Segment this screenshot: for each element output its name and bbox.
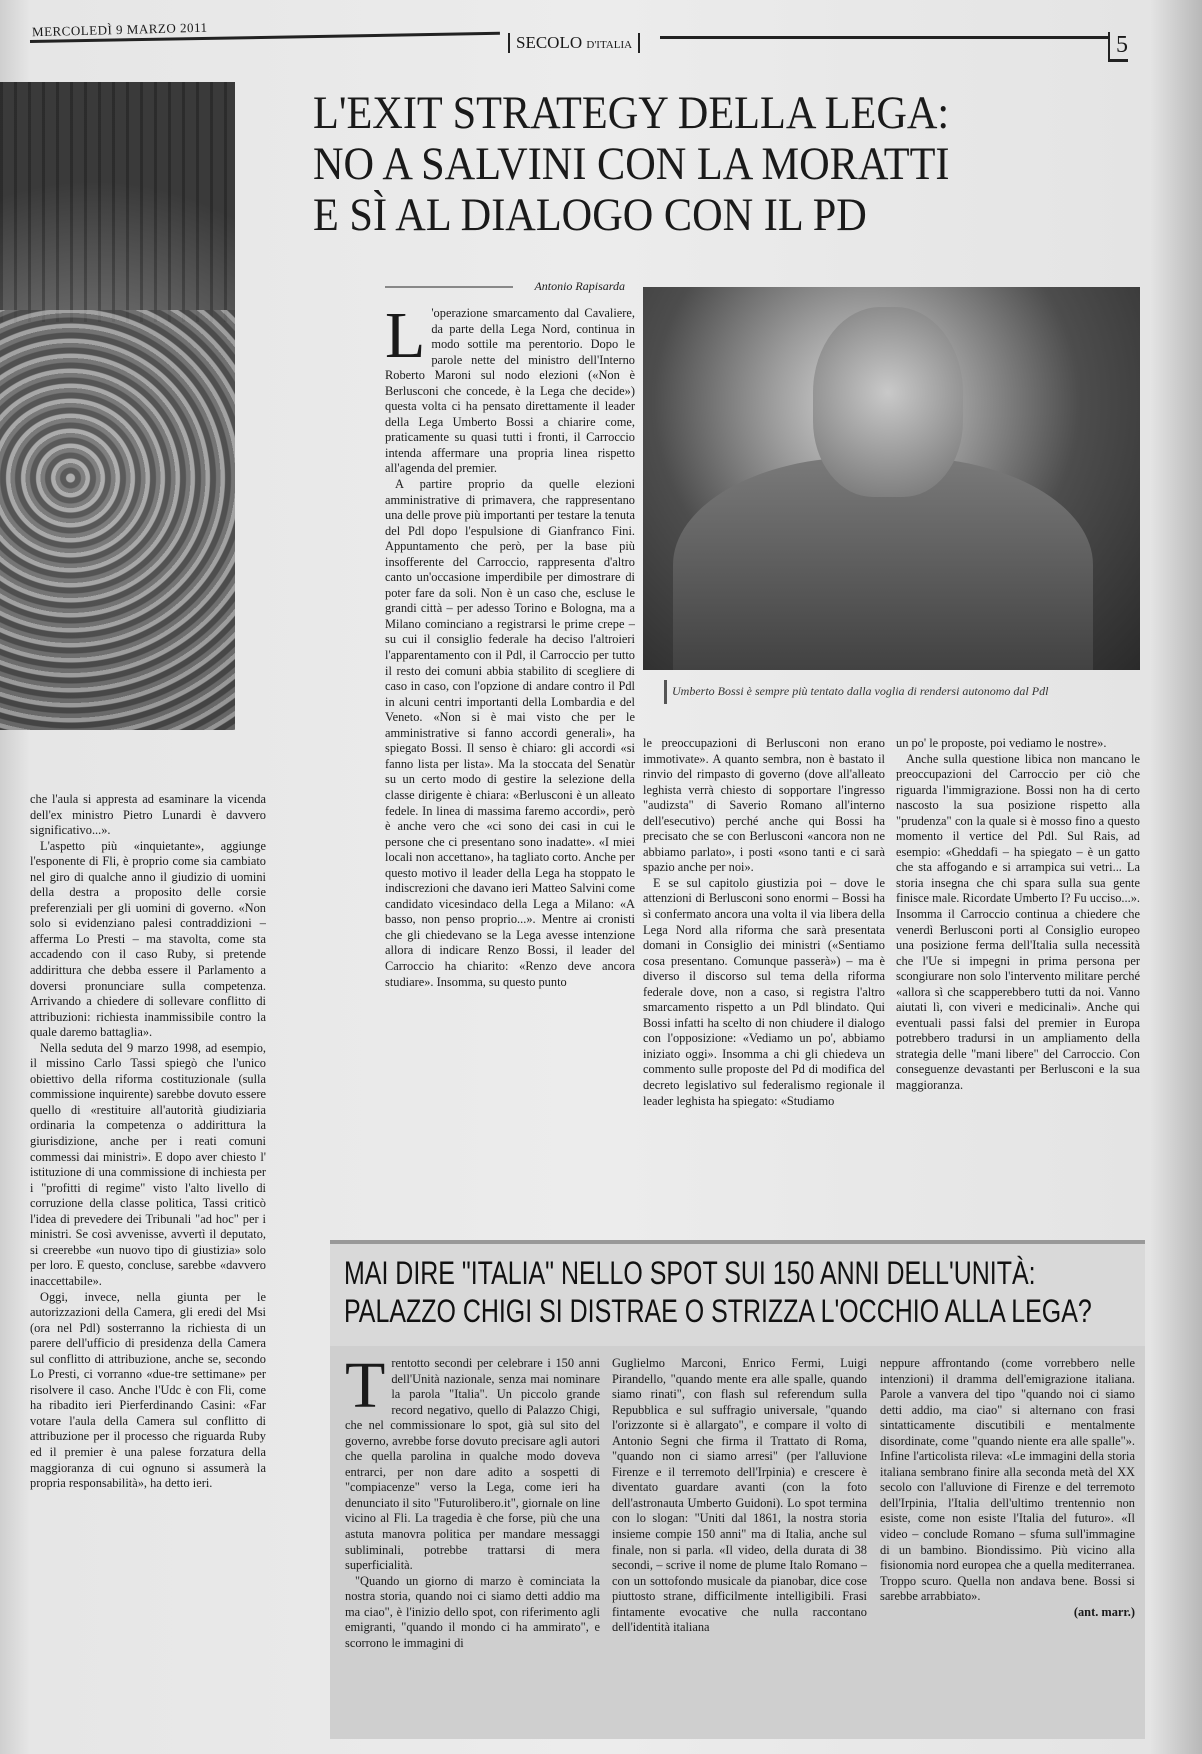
paragraph: E se sul capitolo giustizia poi – dove le attenzioni di Berlusconi sono enormi – Bossi ha sì confermato ancora una volta il via libera della Lega Nord alla riforma che sarà presentata domani in Consiglio dei ministri («Sentiamo cosa presentano. Comunque passerà») – ma è diverso il discorso sul tema della riforma federale dove, non a caso, si registra l'altro smarcamento rispetto a un Pdl blindato. Qui Bossi infatti ha scelto di non chiudere il dialogo con l'opposizione: «Vediamo un po', abbiamo iniziato oggi». Insomma a chi gli chiedeva un commento sulle proposte del Pd di modifica del decreto legislativo sul federalismo regionale il leader leghista ha spiegato: «Studiamo	[643, 875, 885, 1108]
paragraph: rentotto secondi per celebrare i 150 anni dell'Unità nazionale, senza mai nominare la parola "Italia". Un piccolo grande record negativo, quello di Palazzo Chigi, che nel commissionare lo spot, già sul sito del governo, avrebbe forse dovuto precisare agli autori che quella parolina in qualche modo doveva entrarci, per non dare adito a sospetti di "compiacenze" verso la Lega, come ieri ha denunciato il sito "Futuroliberо.it", giornale on line vicino al Fli. La tragedia è che forse, più che una astuta manovra politica per mandare messaggi subliminali, potrebbe trattarsi di mera superficialità.	[345, 1356, 600, 1573]
boxed-article-column-1	[345, 1356, 600, 1736]
main-article-column-3	[896, 736, 1140, 1192]
headline-line: L'EXIT STRATEGY DELLA LEGA:	[313, 87, 950, 139]
drop-cap: T	[345, 1356, 386, 1422]
newspaper-name-suffix: D'ITALIA	[586, 39, 633, 51]
paragraph: Anche sulla questione libica non mancano le preoccupazioni del Carroccio per ciò che riguarda l'immigrazione. Bossi non ha di certo nascosto la sua posizione rispetto alla "prudenza" con la quale si è mosso fino a questo momento il vertice del Pdl. Sul Rais, ad esempio: «Gheddafi – ha spiegato – è un gatto che sta affogando e si arrampica sui vetri... La storia insegna che chi spara sulla sua gente finisce male. Ricordate Umberto I? Fu ucciso...». Insomma il Carroccio continua a chiedere che venerdì Berlusconi porti al Consiglio europeo una posizione ferma dell'Italia sulla necessità che l'Ue si impegni in prima persona per scongiurare non solo l'intervento militare perché «allora sì che scapperebbero tutti da noi. Vanno aiutati lì, con viveri e medicinali». Anche qui eventuali passi falsi del premier in Europa potrebbero tradursi in un ampliamento della strategia delle "mani libere" del Carroccio. Con conseguenze devastanti per Berlusconi e la sua maggioranza.	[896, 751, 1140, 1093]
article-signature: (ant. marr.)	[1073, 1604, 1135, 1619]
paragraph: neppure affrontando (come vorrebbero nelle intenzioni) il dramma dell'emigrazione italiana. Parole a vanvera del tipo "quando noi ci siamo detti addio, ma ciao" si alternano con frasi sintatticamente discutibili e mentalmente disordinate, come "quando niente era alle spalle"». Infine l'articolista rileva: «Le immagini della storia italiana sembrano finire alla seconda metà del XX secolo con l'alluvione di Firenze e del terremoto dell'Irpinia, l'Italia dell'ultimo trentennio non esiste, come non esiste l'Italia del futuro». «Il video – conclude Romano – sfuma sull'immagine di un bambino. Biondissimo. Più vicino alla fisionomia nord europea che a quella mediterranea. Troppo scuro. Quella non andava bene. Bossi si sarebbe arrabbiato».	[880, 1356, 1135, 1604]
boxed-article-body	[330, 1346, 1145, 1739]
paragraph: le preoccupazioni di Berlusconi non erano immotivate». A quanto sembra, non è bastato il rinvio del rimpasto di governo (dove all'alleato leghista verrà chiesto di sopportare l'ingresso "audizsta" di Saverio Romano all'interno dell'esecutivo) perché anche qui Bossi ha precisato che se con Berlusconi «ancora non ne abbiamo parlato», i posti «sono tanti e ci sarà spazio anche per noi».	[643, 736, 885, 875]
main-article-column-2	[643, 736, 885, 1192]
caption-bar	[664, 680, 667, 704]
paragraph: "Quando un giorno di marzo è cominciata la nostra storia, quando noi ci siamo detti addio ma ma ciao", è l'inizio dello spot, con riferimento agli emigranti, "quando il mondo ci ha ammirato", e scorrono le immagini di	[345, 1573, 600, 1650]
paragraph: 'operazione smarcamento dal Cavaliere, da parte della Lega Nord, continua in modo sottile ma perentorio. Dopo le parole nette del ministro dell'Interno Roberto Maroni sul nodo elezioni («Non è Berlusconi che concede, è la Lega che decide») questa volta ci ha pensato direttamente il leader della Lega Umberto Bossi a chiarire come, praticamente su quasi tutti i fronti, il Carroccio intenda affermare una propria linea rispetto all'agenda del premier.	[385, 306, 635, 476]
boxed-article	[330, 1240, 1145, 1739]
parliament-photo	[0, 82, 235, 730]
drop-cap: L	[385, 306, 426, 372]
photo-caption: Umberto Bossi è sempre più tentato dalla voglia di rendersi autonomo dal Pdl	[672, 684, 1049, 698]
photo-figure-head	[813, 307, 963, 497]
paragraph: Oggi, invece, nella giunta per le autorizzazioni della Camera, gli eredi del Msi (ora nel Pdl) sosterranno la richiesta di un parere dell'ufficio di presidenza della Camera sul conflitto di attribuzione, anche se, secondo Lo Presti, ci vorranno «due-tre settimane» per risolvere il caso. Anche l'Udc è con Fli, come ha ribadito ieri Pierferdinando Casini: «Far votare l'aula della Camera sul conflitto di attribuzione per il processo che riguarda Ruby ed il premier è una palese forzatura della maggioranza di cui ognuno si assumerà la propria responsabilità», ha detto ieri.	[30, 1289, 266, 1491]
headline-line: MAI DIRE "ITALIA" NELLO SPOT SUI 150 ANNI DELL'UNITÀ:	[344, 1255, 1036, 1291]
issue-date: MERCOLEDÌ 9 MARZO 2011	[31, 19, 208, 40]
paragraph: un po' le proposte, poi vediamo le nostre».	[896, 736, 1107, 750]
paragraph: Guglielmo Marconi, Enrico Fermi, Luigi Pirandello, "quando mente era alle spalle, quando siamo rinati", con flash sul referendum sulla Repubblica e sul suffragio universale, "quando l'orizzonte si è allargato", e compare il volto di Antonio Segni che firma il Trattato di Roma, "quando non ci siamo arresi" (per l'alluvione Firenze e il terremoto dell'Irpinia) e crescere è diventato guardare avanti (con la foto dell'astronauta Umberto Guidoni). Lo spot termina con lo slogan: "Uniti dal 1861, la nostra storia insieme compie 150 anni" ma di Italia, anche sul finale, non si parla. «Il video, della durata di 38 secondi, – scrive il nome de plume Italo Romano – con un sottofondo musicale da pianobar, dice cose piuttosto strane, difficilmente intelligibili. Frasi fintamente evocative che nulla raccontano dell'identità italiana	[612, 1356, 867, 1635]
parliament-crowd	[0, 310, 235, 730]
paragraph: A partire proprio da quelle elezioni amministrative di primavera, che rappresentano una delle prove più importanti per testare la tenuta del Pdl dopo l'espulsione di Gianfranco Fini. Appuntamento che però, per la base più insofferente del Carroccio, rappresenta d'altro canto un'occasione imperdibile per dimostrare di poter fare da soli. Non è un caso che, escluse le grandi città – per adesso Torino e Bologna, ma a Milano cominciano a registrarsi le prime crepe – su cui il consiglio federale ha deciso l'altroieri l'apparentamento con il Pdl, il Carroccio per tutto il resto dei comuni abbia stabilito di scegliere di caso in caso, con l'opzione di andare contro il Pdl in alcuni centri importanti della Lombardia e del Veneto. «Non si è mai visto che per le amministrative si fanno accordi generali», ha spiegato Bossi. Il senso è chiaro: gli accordi «si fanno lista per lista». Ma la stoccata del Senatùr su un certo modo di gestire la selezione della classe dirigente è chiara: «Berlusconi è un alleato fedele. In linea di massima faremo accordi», però è anche vero che «ci sono dei casi in cui le persone che ci presentano sono inadatte». «I miei locali non accettano», ha tagliato corto. Anche per questo motivo il leader della Lega ha stoppato le indiscrezioni che davano ieri Matteo Salvini come candidato vicesindaco della Lega a Milano: «A basso, non penso proprio...». Mentre ai cronisti che gli chiedevano se la Lega avesse intenzione allora di indicare Renzo Bossi, il leader del Carroccio ha chiarito: «Renzo deve ancora studiare». Insomma, su questo punto	[385, 477, 635, 989]
boxed-article-column-3	[880, 1356, 1135, 1736]
masthead-rule	[660, 36, 1110, 39]
headline-line: PALAZZO CHIGI SI DISTRAE O STRIZZA L'OCCHIO ALLA LEGA?	[344, 1293, 1092, 1329]
newspaper-name	[508, 33, 640, 53]
main-article-column-1	[385, 306, 635, 1192]
headline-line: E SÌ AL DIALOGO CON IL PD	[313, 189, 867, 241]
boxed-article-column-2	[612, 1356, 867, 1736]
left-continuation-column	[30, 792, 266, 1737]
paragraph: Nella seduta del 9 marzo 1998, ad esempio, il missino Carlo Tassi spiegò che l'unico obiettivo della riforma costituzionale (sulla commissione inquirente) sarebbe dovuto essere quello di «restituire all'autorità giudiziaria ordinaria la competenza o addirittura la giurisdizione, anche per i reati comuni commessi dai ministri». E dopo aver chiesto l' istituzione di una commissione di inchiesta per i "profitti di regime" visto l'alto livello di corruzione della classe politica, Tassi criticò l'idea di prevedere dei Tribunali "ad hoc" per i ministri. Se così avvenisse, avvertì il deputato, si creerebbe «un nuovo tipo di giustizia» solo per loro. E questo, concluse, sarebbe «davvero inaccettabile».	[30, 1040, 266, 1288]
main-headline	[313, 88, 997, 241]
paragraph: che l'aula si appresta ad esaminare la vicenda dell'ex ministro Pietro Lunardi è davvero significativo...».	[30, 792, 266, 838]
newspaper-name-main: SECOLO	[516, 33, 583, 52]
headline-line: NO A SALVINI CON LA MORATTI	[313, 138, 950, 190]
paragraph: L'aspetto più «inquietante», aggiunge l'esponente di Fli, è proprio come sia cambiato nel giro di qualche anno il giudizio di uomini della destra a proposito delle corsie preferenziali per gli uomini di governo. «Non solo si evidenziano palesi contraddizioni – afferma Lo Presti – ma stavolta, come sta accadendo con il caso Ruby, si pretende addirittura che debba essere il Parlamento a doversi pronunciare sulla competenza. Arrivando a chiedere di sollevare conflitto di attribuzioni: richiesta inammissibile contro la quale daremo battaglia».	[30, 838, 266, 1040]
bossi-photo	[643, 287, 1140, 670]
boxed-article-headline	[344, 1254, 1092, 1330]
page-number: 5	[1108, 32, 1128, 62]
byline: Antonio Rapisarda	[385, 279, 625, 294]
